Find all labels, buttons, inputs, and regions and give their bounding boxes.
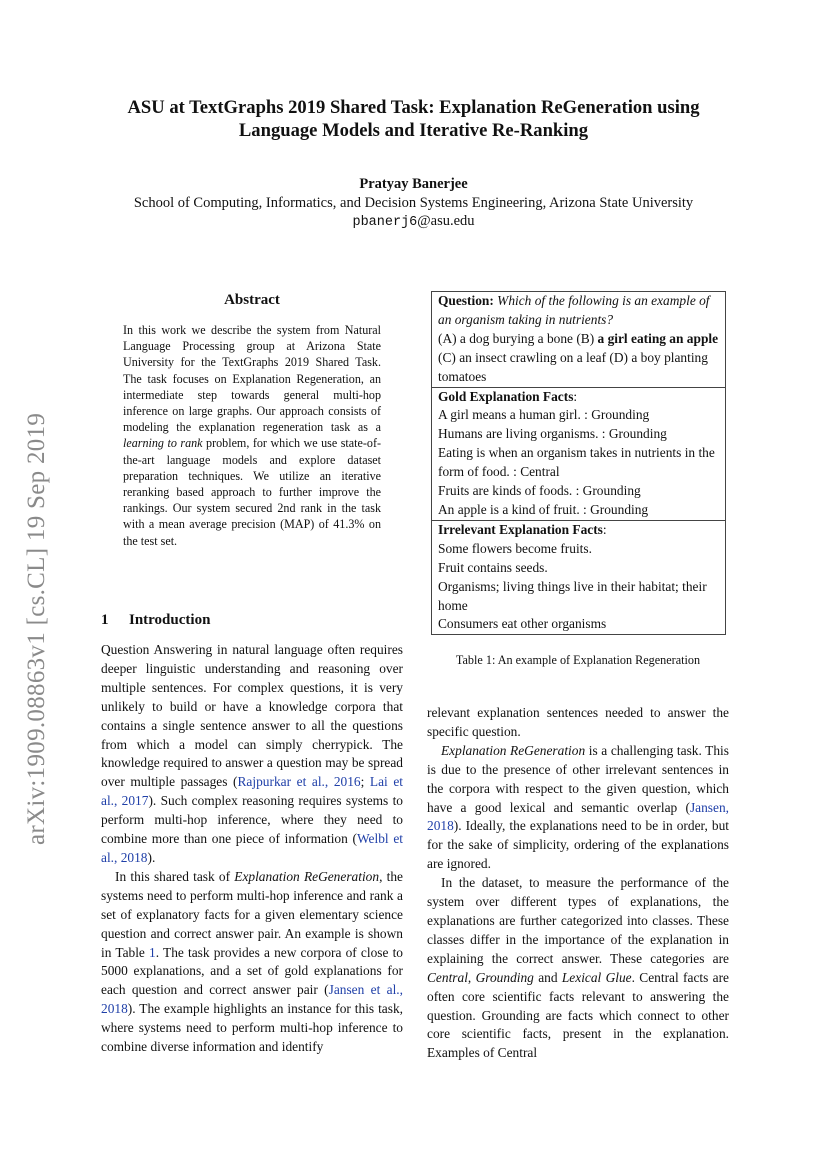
text-segment: Explanation ReGeneration <box>441 742 586 758</box>
citation-link[interactable]: Jansen et al., 2018 <box>101 982 403 1017</box>
irrelevant-label: Irrelevant Explanation Facts <box>438 521 603 537</box>
text-segment: Explanation ReGeneration <box>234 868 380 884</box>
citation-link[interactable]: Welbl et al., 2018 <box>101 831 403 865</box>
body-paragraph <box>427 742 729 874</box>
text-segment: ; <box>360 774 370 790</box>
text-segment: , <box>467 969 476 985</box>
table-caption: Table 1: An example of Explanation Regeneration <box>455 653 701 667</box>
example-table <box>431 291 726 635</box>
irrelevant-fact: Organisms; living things live in their habitat; their home <box>438 578 707 613</box>
abstract-heading: Abstract <box>224 292 280 308</box>
text-segment: Question Answering in natural language often requires deeper linguistic understanding and reasoning over multiple sentences. For complex questions, it is very unlikely to build or have a knowledge corpora that contains a single sentence answer to all the questions from which a model can simply cherrypick. The knowledge required to answer a question may be spread over multiple passages ( <box>101 642 403 790</box>
author-email <box>0 213 827 230</box>
gold-label: Gold Explanation Facts <box>438 388 574 404</box>
body-paragraph <box>427 704 729 742</box>
answer-options-rest: (C) an insect crawling on a leaf (D) a boy planting tomatoes <box>438 349 708 384</box>
text-segment: ). Ideally, the explanations need to be in order, but for the sake of simplicity, ordering of the explanations are ignored. <box>427 818 729 872</box>
citation-link[interactable]: 1 <box>149 944 156 960</box>
title-line-2: Language Models and Iterative Re-Ranking <box>238 120 589 141</box>
email-user: pbanerj6 <box>352 215 418 230</box>
gold-fact: A girl means a human girl. : Grounding <box>438 407 650 423</box>
gold-fact: Humans are living organisms. : Grounding <box>438 426 667 442</box>
irrelevant-fact: Consumers eat other organisms <box>438 616 607 632</box>
text-segment: . The task provides a new corpora of close to 5000 explanations, and a set of gold explanations for each question and correct answer pair ( <box>101 944 404 998</box>
body-paragraph <box>101 641 403 868</box>
text-segment: problem, for which we use state-of-the-art language models and explore dataset preparation techniques. We utilize an iterative reranking based approach to further improve the rankings. Our system secured 2nd rank in the task with a mean average precision (MAP) of 41.3% on the test set. <box>123 436 381 548</box>
text-segment: , the systems need to perform multi-hop inference and rank a set of explanatory facts for a given elementary science question and correct answer pair. An example is shown in Table <box>101 868 403 960</box>
right-column-body <box>427 704 729 1063</box>
section-number: 1 <box>101 612 109 628</box>
section-heading <box>101 612 210 629</box>
email-domain: @asu.edu <box>417 213 475 229</box>
text-segment: learning to rank <box>123 436 203 451</box>
text-segment: In the dataset, to measure the performance of the system over different types of explanations, the explanations are further categorized into classes. These classes differ in the importance of the explanation in explaining the correct answer. These categories are <box>427 875 729 966</box>
text-segment: Central <box>427 969 468 985</box>
irrelevant-fact: Some flowers become fruits. <box>438 540 592 556</box>
paper-title <box>60 96 767 142</box>
text-segment: ). Such complex reasoning requires systems to perform multi-hop inference, where they need to combine more than one piece of information ( <box>101 793 403 847</box>
citation-link[interactable]: Lai et al., 2017 <box>101 774 404 809</box>
text-segment: ). The example highlights an instance for this task, where systems need to perform multi-hop inference to combine diverse information and identify <box>101 1001 403 1055</box>
correct-answer: a girl eating an apple <box>597 330 719 346</box>
table-question-cell <box>432 292 725 387</box>
question-label: Question: <box>438 293 494 308</box>
gold-fact: Fruits are kinds of foods. : Grounding <box>438 483 641 499</box>
abstract-body <box>123 322 381 549</box>
question-text: Which of the following is an example of an organism taking in nutrients? <box>438 293 710 327</box>
body-paragraph <box>101 868 403 1057</box>
gold-fact: Eating is when an organism takes in nutrients in the form of food. : Central <box>438 445 715 480</box>
citation-link[interactable]: Jansen, 2018 <box>427 799 729 834</box>
section-title: Introduction <box>129 612 211 628</box>
author-name: Pratyay Banerjee <box>359 176 468 192</box>
abstract-paragraph <box>123 322 381 549</box>
left-column-body <box>101 641 403 1057</box>
table-irrelevant-cell: Irrelevant Explanation Facts: Some flowers become fruits. Fruit contains seeds. Organisms; living things live in their habitat; their home Consumers eat other organisms <box>432 520 725 634</box>
body-paragraph <box>427 874 729 1063</box>
answer-options-a: (A) a dog burying a bone (B) <box>438 330 598 346</box>
text-segment: In this shared task of <box>115 868 235 884</box>
citation-link[interactable]: Rajpurkar et al., 2016 <box>237 774 361 790</box>
text-segment: In this work we describe the system from Natural Language Processing group at Arizona State University for the TextGraphs 2019 Shared Task. The task focuses on Explanation Regeneration, an intermediate step towards general multi-hop inference on large graphs. Our approach consists of modeling the explanation regeneration task as a <box>123 323 381 435</box>
gold-fact: An apple is a kind of fruit. : Grounding <box>438 501 649 517</box>
title-line-1: ASU at TextGraphs 2019 Shared Task: Explanation ReGeneration using <box>127 97 700 118</box>
text-segment: Lexical Glue <box>561 969 632 985</box>
text-segment: Grounding <box>475 969 534 985</box>
text-segment: is a challenging task. This is due to the presence of other irrelevant sentences in the corpora with respect to the given question, which have a good lexical and semantic overlap ( <box>427 742 729 815</box>
author-affiliation: School of Computing, Informatics, and Decision Systems Engineering, Arizona State University <box>133 195 694 211</box>
table-gold-cell: Gold Explanation Facts: A girl means a human girl. : Grounding Humans are living organisms. : Grounding Eating is when an organism takes in nutrients in the form of food. : Central Fruits are kinds of foods. : Grounding An apple is a kind of fruit. : Grounding <box>432 387 725 520</box>
text-segment: relevant explanation sentences needed to answer the specific question. <box>427 705 729 739</box>
text-segment: . Central facts are often core scientific facts relevant to answering the question. Grounding are facts which connect to other core scientific facts, present in the explanation. Examples of Central <box>427 969 729 1061</box>
text-segment: ). <box>147 849 156 865</box>
arxiv-stamp: arXiv:1909.08863v1 [cs.CL] 19 Sep 2019 <box>23 412 50 845</box>
text-segment: and <box>533 969 562 985</box>
irrelevant-fact: Fruit contains seeds. <box>438 559 548 575</box>
